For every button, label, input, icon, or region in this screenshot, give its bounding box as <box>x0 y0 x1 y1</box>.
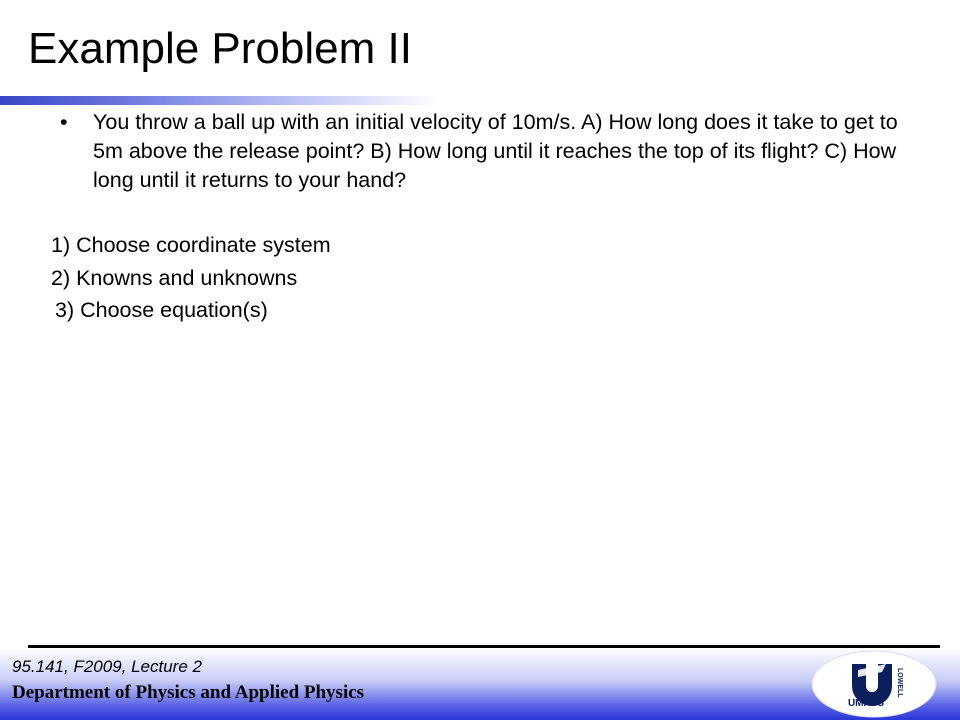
step-2: 2) Knowns and unknowns <box>51 266 298 290</box>
course-info: 95.141, F2009, Lecture 2 <box>12 657 202 676</box>
title-underline <box>0 96 440 105</box>
step-1: 1) Choose coordinate system <box>51 233 331 257</box>
problem-bullet <box>60 108 900 196</box>
footer-divider <box>28 645 940 648</box>
step-3: 3) Choose equation(s) <box>55 298 268 322</box>
logo-side-text: LOWELL <box>896 668 903 698</box>
umass-lowell-logo <box>810 650 938 718</box>
logo-wordmark: UMASS <box>847 698 885 709</box>
problem-statement: You throw a ball up with an initial velocity of 10m/s. A) How long does it take to get to 5m above the release point? B) How long until it reaches the top of its flight? C) How long until it returns to your hand? <box>93 110 898 193</box>
department-name: Department of Physics and Applied Physics <box>12 682 365 703</box>
slide-title: Example Problem II <box>28 24 412 73</box>
bullet-marker: • <box>60 110 68 134</box>
